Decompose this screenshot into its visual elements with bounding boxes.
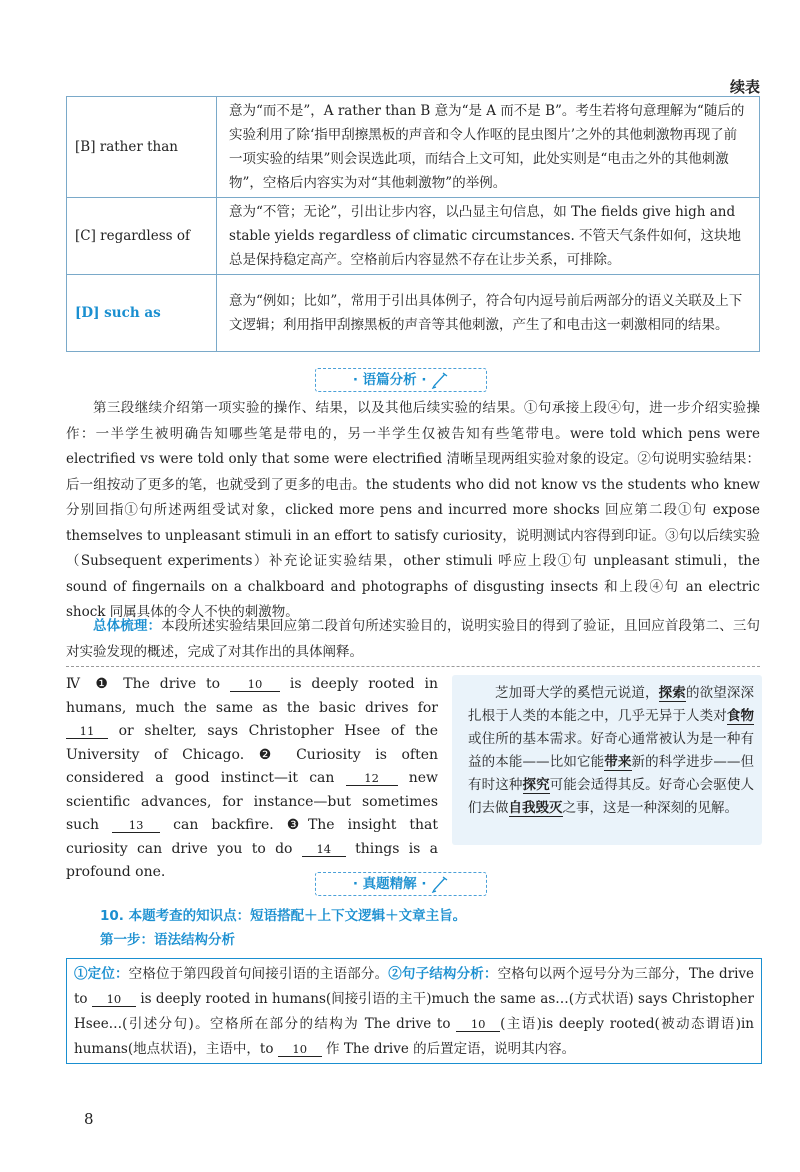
frame-part: 作 The drive 的后置定语，说明其内容。: [326, 1041, 576, 1057]
pencil-icon: [431, 875, 449, 893]
highlight-word: 自我毁灭: [508, 800, 563, 816]
paragraph-number: Ⅳ: [66, 676, 86, 692]
blank-10: 10: [92, 992, 136, 1007]
frame-part: (主语)is deeply rooted(被动态谓语)in humans(地点状语)，主语中，to: [74, 1016, 754, 1057]
frame-label: ②句子结构分析：: [388, 966, 498, 982]
table-row: [67, 198, 760, 275]
blank-11: 11: [66, 724, 108, 739]
sentence-marker: ❶: [95, 676, 114, 692]
highlight-word: 食物: [726, 708, 754, 724]
option-text: 意为“例如；比如”，常用于引出具体例子，符合句内逗号前后两部分的语义关联及上下文逻辑；利用指甲刮擦黑板的声音等其他刺激，产生了和电击这一刺激相同的结果。: [217, 275, 760, 352]
translation-text: [468, 682, 754, 820]
table-row: [67, 97, 760, 198]
option-key-answer: [D] such as: [67, 275, 217, 352]
passage-text: The drive to: [123, 676, 221, 692]
translation-part: 芝加哥大学的奚恺元说道，: [495, 685, 659, 701]
passage-paragraph: [66, 673, 438, 885]
question-title: 10. 本题考查的知识点：短语搭配＋上下文逻辑＋文章主旨。: [100, 908, 467, 924]
blank-13: 13: [112, 818, 160, 833]
passage-text: can backfire.: [173, 817, 274, 833]
passage-text: is deeply rooted in humans, much the same as the basic drives for: [66, 676, 439, 716]
pencil-icon: [431, 371, 449, 389]
step-title: 第一步：语法结构分析: [100, 932, 235, 948]
option-key: [C] regardless of: [67, 198, 217, 275]
summary-text: 本段所述实验结果回应第二段首句所述实验目的，说明实验目的得到了验证，且回应首段第二、三句对实验发现的概述，完成了对其作出的具体阐释。: [66, 618, 761, 660]
frame-part: 空格句以两个逗号分为三部分，The drive to: [74, 966, 755, 1007]
frame-text: [74, 962, 754, 1062]
frame-label: ①定位：: [74, 966, 129, 982]
passage-text: new scientific advances, for instance—but sometimes such: [66, 770, 439, 833]
page-number: 8: [84, 1110, 94, 1128]
option-text: 意为“而不是”，A rather than B 意为“是 A 而不是 B”。考生若将句意理解为“随后的实验利用了除‘指甲刮擦黑板的声音和令人作呕的昆虫图片’之外的其他刺激物再现了前一项实验的结果”则会误选此项，而结合上文可知，此处实则是“电击之外的其他刺激物”，空格后内容实为对“其他刺激物”的举例。: [217, 97, 760, 198]
table-row: [67, 275, 760, 352]
passage-text: The insight that curiosity can drive you to do: [66, 817, 439, 857]
summary-label: 总体梳理：: [93, 618, 162, 634]
blank-10: 10: [456, 1017, 500, 1032]
highlight-word: 探索: [658, 685, 686, 701]
translation-part: 可能会适得其反。好奇心会驱使人们去做: [468, 777, 754, 816]
highlight-word: 带来: [604, 754, 632, 770]
passage-text: or shelter, says Christopher Hsee of the University of Chicago.: [66, 723, 439, 763]
option-text: 意为“不管；无论”，引出让步内容，以凸显主句信息，如 The fields give high and stable yields regardless of climatic circumstances. 不管天气条件如何，这块地总是保持稳定高产。空格前后内容显然不存在让步关系，可排除。: [217, 198, 760, 275]
passage-text: Curiosity is often considered a good instinct—it can: [66, 746, 439, 786]
blank-10: 10: [278, 1042, 322, 1057]
blank-12: 12: [346, 771, 398, 786]
translation-part: 或住所的基本需求。好奇心通常被认为是一种有益的本能——比如它能: [468, 731, 754, 770]
summary-paragraph: [66, 614, 760, 665]
section-title: · 真题精解 ·: [352, 876, 427, 892]
divider: [66, 666, 760, 667]
translation-part: 的欲望深深扎根于人类的本能之中，几乎无异于人类对: [468, 685, 755, 724]
option-key: [B] rather than: [67, 97, 217, 198]
analysis-paragraph: 第三段继续介绍第一项实验的操作、结果，以及其他后续实验的结果。①句承接上段④句，进一步介绍实验操作：一半学生被明确告知哪些笔是带电的，另一半学生仅被告知有些笔带电。were told which pens were electrified vs were told only that some were electrified 清晰呈现两组实验对象的设定。②句说明实验结果：后一组按动了更多的笔，也就受到了更多的电击。the students who did not know vs the students who knew 分别回指①句所述两组受试对象，clicked more pens and incurred more shocks 回应第二段①句 expose themselves to unpleasant stimuli in an effort to satisfy curiosity，说明测试内容得到印证。③句以后续实验（Subsequent experiments）补充论证实验结果，other stimuli 呼应上段①句 unpleasant stimuli，the sound of fingernails on a chalkboard and photographs of disgusting insects 和上段④句 an electric shock 同属具体的令人不快的刺激物。: [66, 400, 760, 620]
section-header-exam: [315, 872, 487, 896]
passage-text: things is a profound one.: [66, 840, 439, 880]
frame-part: 空格位于第四段首句间接引语的主语部分。: [128, 966, 389, 982]
translation-part: 之事，这是一种深刻的见解。: [562, 800, 738, 816]
translation-part: 新的科学进步——但有时这种: [468, 754, 755, 793]
blank-10: 10: [230, 677, 280, 692]
highlight-word: 探究: [522, 777, 550, 793]
options-table: [66, 96, 760, 352]
sentence-marker: ❸: [286, 817, 308, 833]
section-title: · 语篇分析 ·: [352, 372, 427, 388]
sentence-marker: ❷: [258, 746, 282, 763]
blank-14: 14: [302, 842, 346, 857]
frame-part: is deeply rooted in humans(间接引语的主干)much the same as…(方式状语) says Christopher Hsee…(引述分句)。空格所在部分的结构为 The drive to: [74, 991, 754, 1032]
continued-label: 续表: [729, 78, 760, 96]
section-header-analysis: [315, 368, 487, 392]
